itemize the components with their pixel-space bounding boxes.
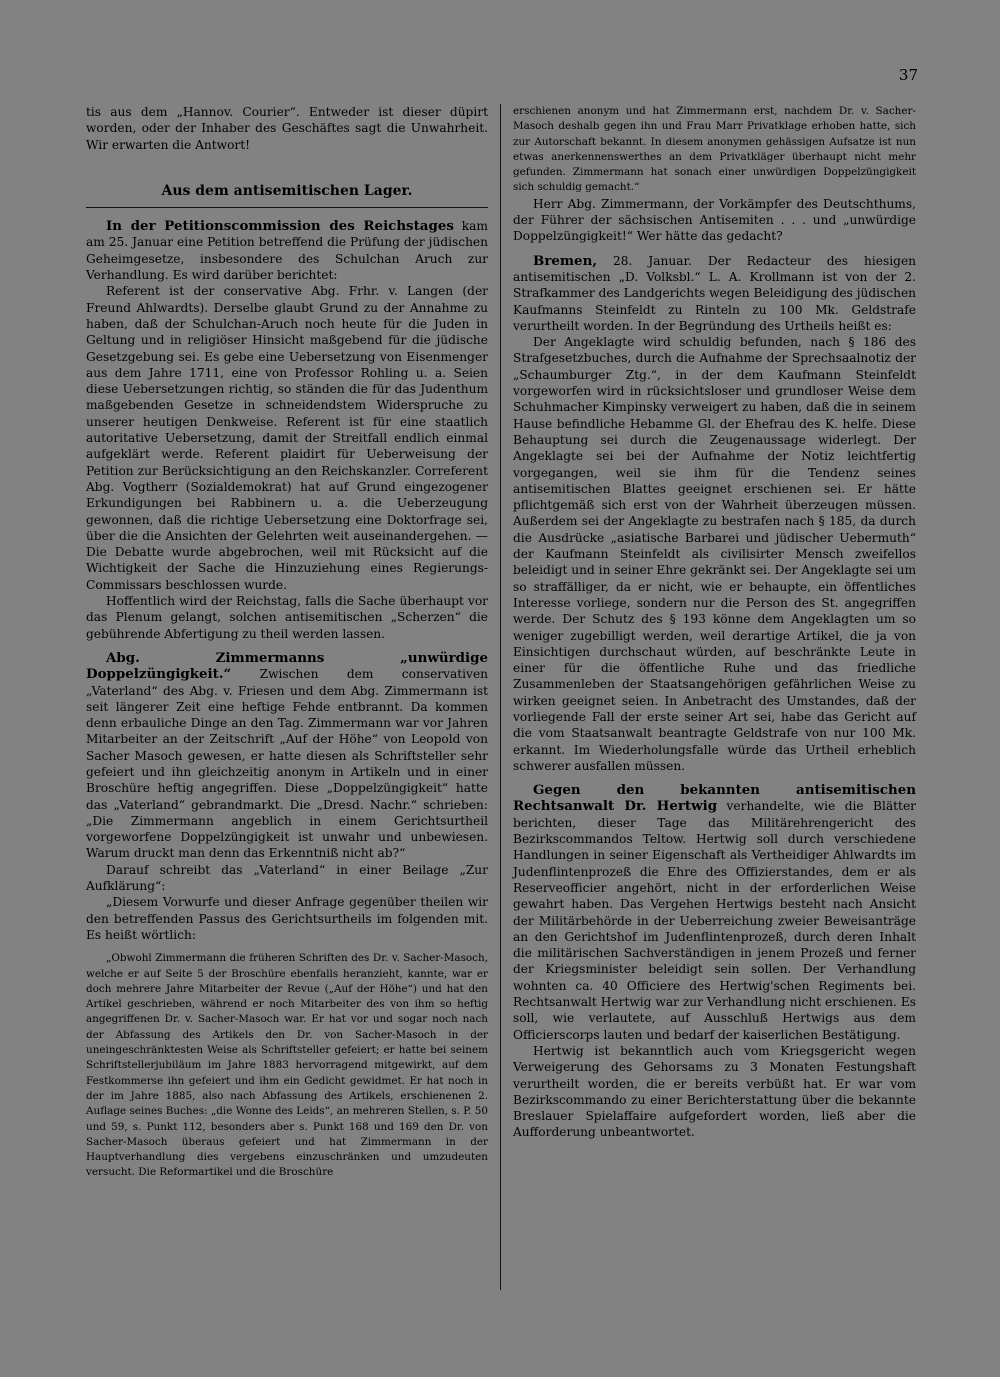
left-paragraph-3: Referent ist der conservative Abg. Frhr. v. Langen (der Freund Ahlwardts). Derselbe glaubt Grund zu der Annahme zu haben, daß der Schulchan-Aruch noch heute für die Juden in Geltung und in religiöser Hinsicht maßgebend für die jüdische Gesetzgebung sei. Es gebe eine Uebersetzung von Eisenmenger aus dem Jahre 1711, eine von Professor Rohling u. a. Seien diese Uebersetzungen richtig, so ständen die für das Judenthum maßgebenden Gesetze in schneidendstem Widerspruche zu unserer heutigen Denkweise. Referent ist für eine staatlich autoritative Uebersetzung, damit der Streitfall endlich einmal aufgeklärt werde. Referent plaidirt für Ueberweisung der Petition zur Berücksichtigung an den Reichskanzler. Correferent Abg. Vogtherr (Sozialdemokrat) hat auf Grund eingezogener Erkundigungen bei Rabbinern u. a. die Ueberzeugung gewonnen, daß die richtige Uebersetzung eine Doktorfrage sei, über die die Ansichten der Gelehrten weit auseinandergehen. — Die Debatte wurde abgebrochen, weil mit Rücksicht auf die Wichtigkeit der Sache die Hinzuziehung eines Regierungs-Commissars beschlossen wurde. [86, 284, 488, 592]
bremen-text: 28. Januar. Der Redacteur des hiesigen antisemitischen „D. Volksbl.“ L. A. Krollmann ist von der 2. Strafkammer des Landgerichts wegen Beleidigung des jüdischen Kaufmanns Steinfeldt zu Rinteln zu 100 Mk. Geldstrafe verurtheilt worden. In der Begründung des Urtheils heißt es: [513, 253, 917, 333]
left-paragraph-7: „Diesem Vorwurfe und dieser Anfrage gegenüber theilen wir den betreffenden Passus des Gerichtsurtheils im folgenden mit. Es heißt wörtlich: [86, 895, 488, 942]
spacer [513, 245, 916, 253]
left-paragraph-1: tis aus dem „Hannov. Courier“. Entweder ist dieser düpirt worden, oder der Inhaber des Geschäftes sagt die Unwahrheit. Wir erwarten die Antwort! [86, 105, 488, 152]
hertwig-lead: Gegen den bekannten antisemitischen Rechtsanwalt Dr. Hertwig [513, 782, 916, 815]
left-paragraph-8: „Obwohl Zimmermann die früheren Schriften des Dr. v. Sacher-Masoch, welche er auf Seite 5 der Broschüre ebenfalls heranzieht, kannte, war er doch mehrere Jahre Mitarbeiter der Revue („Auf der Höhe“) und hat den Artikel geschrieben, während er noch Mitarbeiter des von ihm so heftig angegriffenen Dr. v. Sacher-Masoch war. Er hat vor und sogar noch nach der Abfassung des Artikels den Dr. von Sacher-Masoch in der uneingeschränktesten Weise als Schriftsteller gefeiert; er hatte bei seinem Schriftstellerjubiläum im Jahre 1883 hervorragend mitgewirkt, auf dem Festkommerse ihn gefeiert und ihm ein Gedicht gewidmet. Er hat noch in der im Jahre 1885, also nach Abfassung des Artikels, erschienenen 2. Auflage seines Buches: „die Wonne des Leids“, an mehreren Stellen, s. P. 50 und 59, s. Punkt 112, besonders aber s. Punkt 168 und 169 den Dr. von Sacher-Masoch überaus gefeiert und hat Zimmermann in der Hauptverhandlung dies vergebens einzuschränken und umzudeuten versucht. Die Reformartikel und die Broschüre [86, 952, 488, 1179]
column-divider [500, 104, 501, 1290]
petition-commission-text: kam am 25. Januar eine Petition betreffend die Prüfung der jüdischen Geheimgesetze, insbesondere des Schulchan Aruch zur Verhandlung. Es wird darüber berichtet: [86, 219, 488, 283]
spacer [86, 642, 488, 650]
bremen-lead: Bremen, [533, 252, 597, 269]
right-column [513, 104, 916, 1141]
right-paragraph-1: erschienen anonym und hat Zimmermann erst, nachdem Dr. v. Sacher-Masoch deshalb gegen ihn und Frau Marr Privatklage erhoben hatte, sich zur Autorschaft bekannt. In diesem anonymen gehässigen Aufsatze ist nun etwas anerkennenswerthes an dem Privatkläger überhaupt nicht mehr gefunden. Zimmermann hat sonach einer unwürdigen Doppelzüngigkeit sich schuldig gemacht.“ [513, 105, 916, 194]
right-paragraph-3 [513, 253, 916, 334]
heading-rule [86, 207, 488, 208]
left-paragraph-5 [86, 650, 488, 862]
right-paragraph-5 [513, 782, 916, 1043]
spacer [513, 774, 916, 782]
left-paragraph-2 [86, 218, 488, 283]
petition-commission-lead: In der Petitionscommission des Reichstages [106, 218, 454, 235]
left-paragraph-6: Darauf schreibt das „Vaterland“ in einer Beilage „Zur Aufklärung“: [86, 862, 488, 894]
right-paragraph-6: Hertwig ist bekanntlich auch vom Kriegsgericht wegen Verweigerung des Gehorsams zu 3 Monaten Festungshaft verurtheilt worden, die er bereits verbüßt hat. Er war vom Bezirkscommando zu einer Berichterstattung über die bekannte Breslauer Spielaffaire aufgefordert worden, ließ aber die Aufforderung unbeantwortet. [513, 1043, 916, 1140]
section-heading: Aus dem antisemitischen Lager. [161, 182, 413, 199]
zimmermann-text: Zwischen dem conservativen „Vaterland“ des Abg. v. Friesen und dem Abg. Zimmermann ist seit längerer Zeit eine heftige Fehde entbrannt. Da kommen denn erbauliche Dinge an den Tag. Zimmermann war vor Jahren Mitarbeiter an der Zeitschrift „Auf der Höhe“ von Leopold von Sacher Masoch gewesen, er hatte diesen als Schriftsteller sehr gefeiert und ihn gleichzeitig anonym in Artikeln und in einer Broschüre heftig angegriffen. Diese „Doppelzüngigkeit“ hatte das „Vaterland“ gebrandmarkt. Die „Dresd. Nachr.“ schrieben: „Die Zimmermann angeblich in einem Gerichtsurtheil vorgeworfene Doppelzüngigkeit ist unwahr und unbewiesen. Warum druckt man denn das Erkenntniß nicht ab?“ [86, 667, 489, 861]
zimmermann-lead: Abg. Zimmermanns „unwürdige Doppelzüngigkeit.“ [86, 649, 488, 683]
right-paragraph-2: Herr Abg. Zimmermann, der Vorkämpfer des Deutschthums, der Führer der sächsischen Antisemiten . . . und „unwürdige Doppelzüngigkeit!“ Wer hätte das gedacht? [513, 196, 916, 244]
left-paragraph-4: Hoffentlich wird der Reichstag, falls die Sache überhaupt vor das Plenum gelangt, solchen antisemitischen „Scherzen“ die gebührende Abfertigung zu theil werden lassen. [86, 594, 488, 641]
right-paragraph-4: Der Angeklagte wird schuldig befunden, nach § 186 des Strafgesetzbuches, durch die Aufnahme der Sprechsaalnotiz der „Schaumburger Ztg.“, in der dem Kaufmann Steinfeldt vorgeworfen wird in rücksichtsloser und grundloser Weise dem Schuhmacher Kimpinsky verweigert zu haben, daß die in seinem Hause befindliche Hebamme Gl. der Ehefrau des K. helfe. Diese Behauptung sei durch die Zeugenaussage widerlegt. Der Angeklagte sei bei der Aufnahme der Notiz leichtfertig vorgegangen, weil sie ihm für die Tendenz seines antisemitischen Blattes geeignet erschienen sei. Er hätte pflichtgemäß sich erst von der Wahrheit überzeugen müssen. Außerdem sei der Angeklagte zu bestrafen nach § 185, da durch die Ausdrücke „asiatische Barbarei und jüdischer Uebermuth“ der Kaufmann Steinfeldt als civilisirter Mensch zweifellos beleidigt und in seiner Ehre gekränkt sei. Der Angeklagte sei um so straffälliger, da er nicht, wie er behaupte, ein öffentliches Interesse vorliege, sondern nur die Person des St. angegriffen werde. Der Schutz des § 193 könne dem Angeklagten um so weniger zugebilligt werden, weil derartige Artikel, die ja von Einsichtigen durchschaut würden, auf beschränkte Leute in einer für die öffentliche Ruhe und das friedliche Zusammenleben der Staatsangehörigen gefährlichen Weise zu wirken geeignet seien. In Anbetracht des Umstandes, daß der vorliegende Fall der erste seiner Art sei, habe das Gericht auf die vom Staatsanwalt beantragte Geldstrafe von nur 100 Mk. erkannt. Im Wiederholungsfalle würde das Urtheil erheblich schwerer ausfallen müssen. [513, 335, 917, 773]
hertwig-text: verhandelte, wie die Blätter berichten, dieser Tage das Militärehrengericht des Bezirkscommandos Teltow. Hertwig soll durch verschiedene Handlungen in seiner Eigenschaft als Vertheidiger Ahlwardts im Judenflintenprozeß die Ehre des Offizierstandes, dem er als Reserveofficier angehört, nicht in der erforderlichen Weise gewahrt haben. Das Vergehen Hertwigs besteht nach Ansicht der Militärbehörde in der Ueberreichung zweier Beweisanträge an den Gerichtshof im Judenflintenprozeß, durch deren Inhalt die militärischen Sachverständigen in jenem Prozeß und ferner der Kriegsminister beleidigt sein sollen. Der Verhandlung wohnten ca. 40 Officiere des Hertwig'schen Regiments bei. Rechtsanwalt Hertwig war zur Verhandlung nicht erschienen. Es soll, wie verlautete, auf Ausschluß Hertwigs aus dem Officierscorps lauten und bedarf der kaiserlichen Bestätigung. [513, 799, 916, 1042]
spacer [86, 943, 488, 951]
left-column [86, 104, 488, 1181]
page-number: 37 [898, 66, 918, 84]
